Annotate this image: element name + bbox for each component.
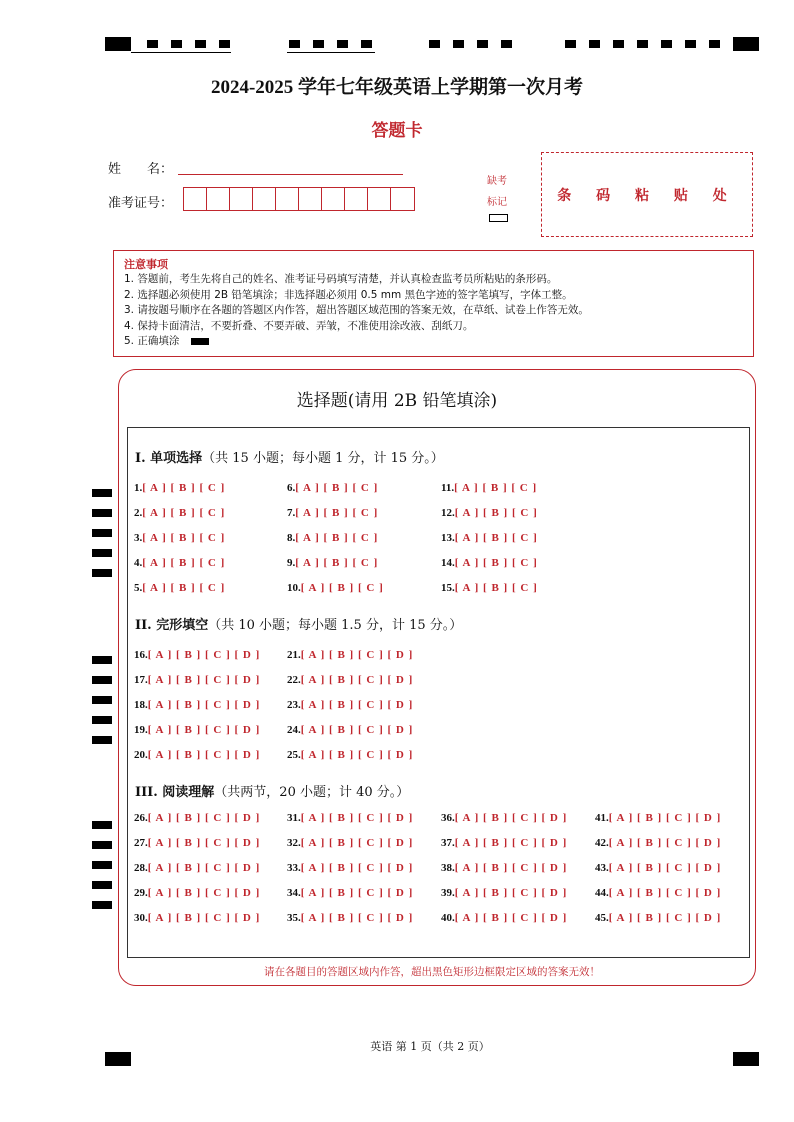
answer-options[interactable]: [ A ] [ B ] [ C ] [ D ] xyxy=(608,862,722,874)
side-timing-mark xyxy=(92,716,112,724)
timing-mark xyxy=(565,40,576,48)
notes-item: 2. 选择题必须使用 2B 铅笔填涂；非选择题必须用 0.5 mm 黑色字迹的签字笔填写，字体工整。 xyxy=(124,288,573,301)
side-timing-mark xyxy=(92,656,112,664)
side-timing-mark xyxy=(92,529,112,537)
side-timing-mark xyxy=(92,881,112,889)
question-row[interactable] xyxy=(134,862,260,874)
question-row[interactable] xyxy=(287,674,413,686)
timing-line xyxy=(287,52,375,53)
name-field[interactable] xyxy=(178,174,403,175)
answer-options[interactable]: [ A ] [ B ] [ C ] [ D ] xyxy=(300,724,414,736)
answer-options[interactable]: [ A ] [ B ] [ C ] [ D ] xyxy=(147,887,261,899)
question-number: 7. xyxy=(287,507,296,519)
question-number: 37. xyxy=(441,837,455,849)
answer-options[interactable]: [ A ] [ B ] [ C ] [ D ] xyxy=(147,699,261,711)
question-number: 4. xyxy=(134,557,143,569)
absent-label: 缺考 xyxy=(487,176,507,187)
question-number: 11. xyxy=(441,482,455,494)
timing-mark xyxy=(477,40,488,48)
question-row[interactable] xyxy=(287,507,378,519)
id-label: 准考证号： xyxy=(108,196,174,211)
question-row[interactable] xyxy=(134,557,225,569)
answer-options[interactable]: [ A ] [ B ] [ C ] [ D ] xyxy=(454,912,568,924)
question-number: 45. xyxy=(595,912,609,924)
answer-options[interactable]: [ A ] [ B ] [ C ] xyxy=(454,557,538,569)
question-number: 28. xyxy=(134,862,148,874)
question-number: 31. xyxy=(287,812,301,824)
answer-options[interactable]: [ A ] [ B ] [ C ] [ D ] xyxy=(454,812,568,824)
side-timing-mark xyxy=(92,509,112,517)
question-number: 1. xyxy=(134,482,143,494)
question-number: 38. xyxy=(441,862,455,874)
question-number: 16. xyxy=(134,649,148,661)
answer-options[interactable]: [ A ] [ B ] [ C ] [ D ] xyxy=(147,649,261,661)
id-digit-box[interactable] xyxy=(299,188,322,210)
question-row[interactable] xyxy=(287,482,378,494)
question-number: 29. xyxy=(134,887,148,899)
side-timing-mark xyxy=(92,736,112,744)
page-footer: 英语 第 1 页（共 2 页） xyxy=(370,1040,490,1053)
page-subtitle: 答题卡 xyxy=(371,121,423,141)
answer-area-warning: 请在各题目的答题区域内作答，超出黑色矩形边框限定区域的答案无效！ xyxy=(264,966,600,978)
answer-options[interactable]: [ A ] [ B ] [ C ] xyxy=(295,532,379,544)
id-digit-box[interactable] xyxy=(391,188,414,210)
timing-mark xyxy=(709,40,720,48)
answer-options[interactable]: [ A ] [ B ] [ C ] xyxy=(454,482,538,494)
question-row[interactable] xyxy=(287,724,413,736)
question-number: 34. xyxy=(287,887,301,899)
question-row[interactable] xyxy=(134,837,260,849)
timing-mark xyxy=(337,40,348,48)
answer-options[interactable]: [ A ] [ B ] [ C ] [ D ] xyxy=(608,812,722,824)
question-number: 22. xyxy=(287,674,301,686)
answer-options[interactable]: [ A ] [ B ] [ C ] xyxy=(295,507,379,519)
answer-options[interactable]: [ A ] [ B ] [ C ] [ D ] xyxy=(300,649,414,661)
question-number: 40. xyxy=(441,912,455,924)
question-row[interactable] xyxy=(287,837,413,849)
question-row[interactable] xyxy=(287,912,413,924)
answer-options[interactable]: [ A ] [ B ] [ C ] [ D ] xyxy=(300,862,414,874)
timing-mark xyxy=(289,40,300,48)
answer-options[interactable]: [ A ] [ B ] [ C ] [ D ] xyxy=(608,887,722,899)
answer-options[interactable]: [ A ] [ B ] [ C ] [ D ] xyxy=(147,674,261,686)
id-digit-box[interactable] xyxy=(230,188,253,210)
id-digit-box[interactable] xyxy=(253,188,276,210)
question-number: 35. xyxy=(287,912,301,924)
question-number: 18. xyxy=(134,699,148,711)
timing-mark xyxy=(313,40,324,48)
question-row[interactable] xyxy=(287,649,413,661)
question-row[interactable] xyxy=(134,699,260,711)
timing-mark xyxy=(637,40,648,48)
correct-fill-sample xyxy=(191,338,209,345)
question-row[interactable] xyxy=(134,674,260,686)
answer-options[interactable]: [ A ] [ B ] [ C ] [ D ] xyxy=(300,749,414,761)
question-number: 27. xyxy=(134,837,148,849)
answer-options[interactable]: [ A ] [ B ] [ C ] xyxy=(295,482,379,494)
absent-mark-box[interactable] xyxy=(489,214,508,222)
question-row[interactable] xyxy=(134,532,225,544)
question-row[interactable] xyxy=(287,812,413,824)
question-row[interactable] xyxy=(287,862,413,874)
side-timing-mark xyxy=(92,861,112,869)
id-digit-box[interactable] xyxy=(207,188,230,210)
answer-options[interactable]: [ A ] [ B ] [ C ] xyxy=(454,582,538,594)
question-number: 19. xyxy=(134,724,148,736)
question-number: 14. xyxy=(441,557,455,569)
answer-options[interactable]: [ A ] [ B ] [ C ] [ D ] xyxy=(147,912,261,924)
question-row[interactable] xyxy=(287,887,413,899)
answer-options[interactable]: [ A ] [ B ] [ C ] [ D ] xyxy=(147,724,261,736)
question-row[interactable] xyxy=(287,699,413,711)
question-row[interactable] xyxy=(595,887,721,899)
id-digit-box[interactable] xyxy=(322,188,345,210)
notes-title: 注意事项 xyxy=(124,258,168,271)
question-row[interactable] xyxy=(441,887,567,899)
answer-options[interactable]: [ A ] [ B ] [ C ] [ D ] xyxy=(147,812,261,824)
question-number: 15. xyxy=(441,582,455,594)
section-heading: II. 完形填空（共 10 小题；每小题 1.5 分，计 15 分。） xyxy=(135,618,463,633)
timing-mark xyxy=(661,40,672,48)
question-number: 39. xyxy=(441,887,455,899)
notes-item-text: 5. 正确填涂 xyxy=(124,335,180,347)
timing-mark xyxy=(105,1052,131,1066)
question-number: 33. xyxy=(287,862,301,874)
answer-options[interactable]: [ A ] [ B ] [ C ] [ D ] xyxy=(300,812,414,824)
timing-mark xyxy=(733,1052,759,1066)
answer-options[interactable]: [ A ] [ B ] [ C ] xyxy=(142,532,226,544)
question-row[interactable] xyxy=(134,649,260,661)
answer-options[interactable]: [ A ] [ B ] [ C ] [ D ] xyxy=(608,837,722,849)
notes-item: 1. 答题前，考生先将自己的姓名、准考证号码填写清楚，并认真检查监考员所粘贴的条形码。 xyxy=(124,273,558,285)
answer-options[interactable]: [ A ] [ B ] [ C ] xyxy=(295,557,379,569)
barcode-area: 条 码 粘 贴 处 xyxy=(541,152,753,237)
question-row[interactable] xyxy=(441,812,567,824)
side-timing-mark xyxy=(92,901,112,909)
timing-mark xyxy=(453,40,464,48)
id-digit-box[interactable] xyxy=(368,188,391,210)
timing-mark xyxy=(195,40,206,48)
notes-item: 4. 保持卡面清洁，不要折叠、不要弄破、弄皱，不准使用涂改液、刮纸刀。 xyxy=(124,319,474,332)
timing-mark xyxy=(429,40,440,48)
section-heading: III. 阅读理解（共两节，20 小题；计 40 分。） xyxy=(135,785,410,800)
timing-mark xyxy=(219,40,230,48)
side-timing-mark xyxy=(92,489,112,497)
answer-options[interactable]: [ A ] [ B ] [ C ] [ D ] xyxy=(300,674,414,686)
question-row[interactable] xyxy=(134,887,260,899)
section-heading: I. 单项选择（共 15 小题；每小题 1 分，计 15 分。） xyxy=(135,451,444,466)
side-timing-mark xyxy=(92,549,112,557)
absent-label: 标记 xyxy=(487,197,507,208)
answer-options[interactable]: [ A ] [ B ] [ C ] [ D ] xyxy=(147,837,261,849)
question-number: 3. xyxy=(134,532,143,544)
notes-box xyxy=(113,250,754,357)
question-number: 32. xyxy=(287,837,301,849)
question-row[interactable] xyxy=(134,749,260,761)
notes-item xyxy=(124,334,743,350)
answer-options[interactable]: [ A ] [ B ] [ C ] [ D ] xyxy=(300,912,414,924)
question-row[interactable] xyxy=(134,724,260,736)
question-row[interactable] xyxy=(441,557,538,569)
answer-options[interactable]: [ A ] [ B ] [ C ] xyxy=(454,532,538,544)
question-row[interactable] xyxy=(595,912,721,924)
answer-options[interactable]: [ A ] [ B ] [ C ] [ D ] xyxy=(608,912,722,924)
answer-options[interactable]: [ A ] [ B ] [ C ] xyxy=(454,507,538,519)
timing-mark xyxy=(105,37,131,51)
question-number: 36. xyxy=(441,812,455,824)
answer-options[interactable]: [ A ] [ B ] [ C ] [ D ] xyxy=(147,862,261,874)
question-row[interactable] xyxy=(441,837,567,849)
timing-line xyxy=(131,52,231,53)
question-number: 24. xyxy=(287,724,301,736)
question-row[interactable] xyxy=(441,532,538,544)
timing-mark xyxy=(685,40,696,48)
timing-mark xyxy=(361,40,372,48)
question-number: 9. xyxy=(287,557,296,569)
id-digit-box[interactable] xyxy=(345,188,368,210)
question-row[interactable] xyxy=(595,812,721,824)
answer-options[interactable]: [ A ] [ B ] [ C ] xyxy=(300,582,384,594)
question-row[interactable] xyxy=(134,582,225,594)
timing-mark xyxy=(147,40,158,48)
answer-options[interactable]: [ A ] [ B ] [ C ] [ D ] xyxy=(454,887,568,899)
answer-options[interactable]: [ A ] [ B ] [ C ] xyxy=(142,582,226,594)
question-number: 26. xyxy=(134,812,148,824)
page-title: 2024-2025 学年七年级英语上学期第一次月考 xyxy=(210,77,584,98)
side-timing-mark xyxy=(92,569,112,577)
id-digit-box[interactable] xyxy=(184,188,207,210)
question-row[interactable] xyxy=(441,912,567,924)
question-row[interactable] xyxy=(441,862,567,874)
question-number: 10. xyxy=(287,582,301,594)
answer-options[interactable]: [ A ] [ B ] [ C ] [ D ] xyxy=(300,699,414,711)
question-row[interactable] xyxy=(441,507,538,519)
answer-options[interactable]: [ A ] [ B ] [ C ] [ D ] xyxy=(300,837,414,849)
question-number: 41. xyxy=(595,812,609,824)
name-label: 姓 名： xyxy=(108,162,174,177)
question-row[interactable] xyxy=(134,507,225,519)
choice-section-title: 选择题(请用 2B 铅笔填涂) xyxy=(296,391,498,411)
question-row[interactable] xyxy=(287,557,378,569)
question-number: 6. xyxy=(287,482,296,494)
answer-options[interactable]: [ A ] [ B ] [ C ] xyxy=(142,482,226,494)
question-row[interactable] xyxy=(134,482,225,494)
question-number: 44. xyxy=(595,887,609,899)
side-timing-mark xyxy=(92,821,112,829)
notes-item: 3. 请按题号顺序在各题的答题区内作答，超出答题区域范围的答案无效，在草纸、试卷上作答无效。 xyxy=(124,304,589,316)
side-timing-mark xyxy=(92,676,112,684)
question-number: 21. xyxy=(287,649,301,661)
timing-mark xyxy=(613,40,624,48)
question-number: 25. xyxy=(287,749,301,761)
question-row[interactable] xyxy=(134,812,260,824)
question-number: 30. xyxy=(134,912,148,924)
answer-options[interactable]: [ A ] [ B ] [ C ] [ D ] xyxy=(147,749,261,761)
question-number: 5. xyxy=(134,582,143,594)
question-number: 2. xyxy=(134,507,143,519)
question-number: 8. xyxy=(287,532,296,544)
side-timing-mark xyxy=(92,841,112,849)
question-row[interactable] xyxy=(134,912,260,924)
id-digit-box[interactable] xyxy=(276,188,299,210)
timing-mark xyxy=(733,37,759,51)
answer-options[interactable]: [ A ] [ B ] [ C ] xyxy=(142,507,226,519)
answer-options[interactable]: [ A ] [ B ] [ C ] [ D ] xyxy=(454,862,568,874)
question-number: 43. xyxy=(595,862,609,874)
timing-mark xyxy=(171,40,182,48)
question-number: 13. xyxy=(441,532,455,544)
side-timing-mark xyxy=(92,696,112,704)
question-row[interactable] xyxy=(287,532,378,544)
timing-mark xyxy=(589,40,600,48)
answer-options[interactable]: [ A ] [ B ] [ C ] [ D ] xyxy=(454,837,568,849)
question-row[interactable] xyxy=(441,482,537,494)
answer-options[interactable]: [ A ] [ B ] [ C ] [ D ] xyxy=(300,887,414,899)
question-row[interactable] xyxy=(287,582,384,594)
answer-options[interactable]: [ A ] [ B ] [ C ] xyxy=(142,557,226,569)
question-number: 20. xyxy=(134,749,148,761)
id-number-boxes[interactable] xyxy=(183,187,415,211)
question-number: 23. xyxy=(287,699,301,711)
timing-mark xyxy=(501,40,512,48)
question-number: 42. xyxy=(595,837,609,849)
question-row[interactable] xyxy=(595,837,721,849)
question-number: 17. xyxy=(134,674,148,686)
question-row[interactable] xyxy=(441,582,538,594)
question-number: 12. xyxy=(441,507,455,519)
question-row[interactable] xyxy=(595,862,721,874)
question-row[interactable] xyxy=(287,749,413,761)
